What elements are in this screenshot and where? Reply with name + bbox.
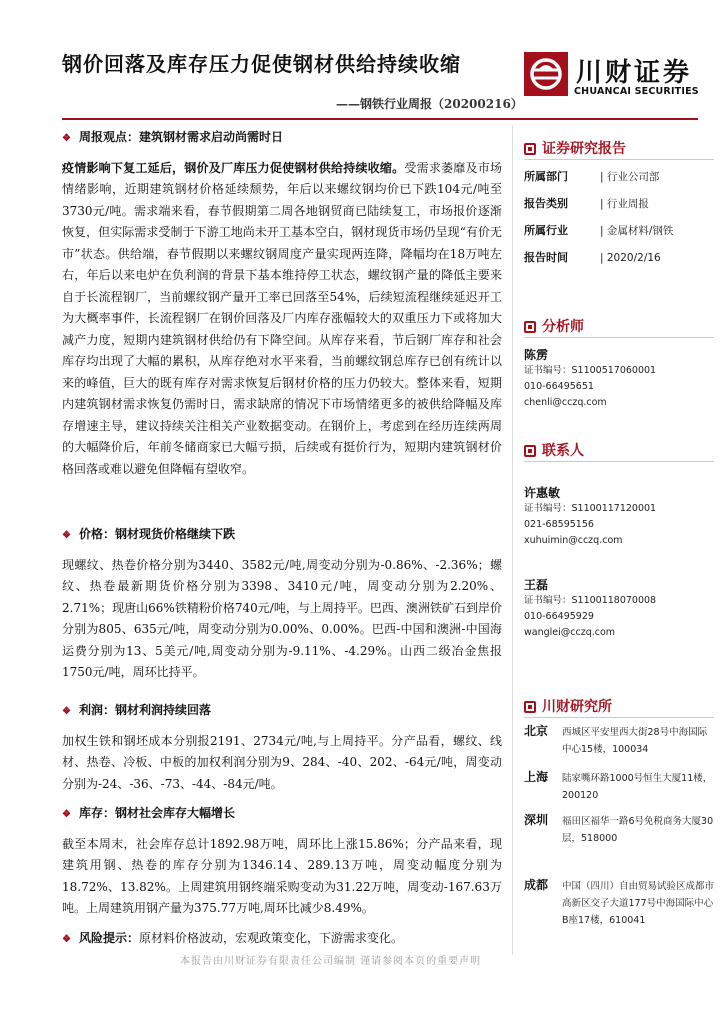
- section-inventory: [62, 803, 502, 920]
- office-city: 成都: [524, 878, 549, 892]
- section-marker-icon: [524, 445, 536, 457]
- contact-cert: 证书编号：S1100117120001: [524, 503, 657, 514]
- office-address: 陆家嘴环路1000号恒生大厦11楼，200120: [562, 773, 713, 801]
- analyst-cert: 证书编号：S1100517060001: [524, 365, 657, 376]
- section-outlook: [62, 127, 502, 480]
- section-marker-icon: [524, 143, 536, 155]
- analyst-phone: 010-66495651: [524, 381, 594, 392]
- logo-english: CHUANCAI SECURITIES: [574, 86, 699, 97]
- office-address: 西城区平安里西大街28号中海国际中心15楼，100034: [562, 727, 708, 755]
- report-subtitle: ——钢铁行业周报（20200216）: [336, 97, 523, 111]
- office-city: 上海: [524, 770, 549, 784]
- office-city: 深圳: [524, 813, 549, 827]
- analyst-email[interactable]: chenli@cczq.com: [524, 397, 607, 408]
- contact-phone: 010-66495929: [524, 611, 594, 622]
- section-heading: ❖ 利润：钢材利润持续回落: [62, 703, 211, 717]
- report-info-heading: 证券研究报告: [524, 138, 626, 158]
- contact-name: 王磊: [524, 578, 549, 592]
- section-marker-icon: [524, 321, 536, 333]
- section-heading: ❖ 周报观点：建筑钢材需求启动尚需时日: [62, 130, 283, 144]
- contact-name: 许惠敏: [524, 486, 561, 500]
- header-rule: [62, 118, 698, 120]
- info-report-type: 报告类别 | 行业周报: [524, 197, 649, 210]
- info-industry: 所属行业 | 金属材料/钢铁: [524, 224, 674, 237]
- contact-card: [524, 484, 656, 549]
- section-risk: [62, 928, 502, 951]
- info-department: 所属部门 | 行业公司部: [524, 170, 660, 183]
- section-paragraph: 现螺纹、热卷价格分别为3440、3582元/吨,周变动分别为-0.86%、-2.36%；螺纹、热卷最新期货价格分别为3398、3410元/吨，周变动分别为2.20%、2.71%；现唐山66%铁精粉价格740元/吨，与上周持平。巴西、澳洲铁矿石到岸价分别为805、635元/吨，周变动分别为0.00%、0.00%。巴西-中国和澳洲-中国海运费分别为13、5美元/吨,周变动分别为-9.11%、-4.29%。山西二级冶金焦报1750元/吨，周环比持平。: [62, 557, 502, 679]
- analyst-heading: 分析师: [524, 316, 584, 336]
- section-price: [62, 524, 502, 684]
- sidebar-rule: [524, 717, 714, 718]
- office-city: 北京: [524, 724, 549, 738]
- lead-sentence: 疫情影响下复工延后，钢价及厂库压力促使钢材供给持续收缩。: [62, 160, 405, 175]
- section-paragraph: 加权生铁和钢坯成本分别报2191、2734元/吨,与上周持平。分产品看，螺纹、线材、热卷、冷板、中板的加权利润分别为9、284、-40、202、-64元/吨，周变动分别为-24、-36、-73、-44、-84元/吨。: [62, 733, 502, 791]
- section-marker-icon: [524, 701, 536, 713]
- analyst-name: 陈雳: [524, 348, 549, 362]
- contact-cert: 证书编号：S1100118070008: [524, 595, 657, 606]
- company-logo: [520, 46, 698, 104]
- sidebar: [524, 138, 714, 948]
- analyst-card: [524, 346, 656, 411]
- section-heading: ❖ 价格：钢材现货价格继续下跌: [62, 527, 235, 541]
- section-paragraph: 疫情影响下复工延后，钢价及厂库压力促使钢材供给持续收缩。受需求萎靡及市场情绪影响，近期建筑钢材价格延续颓势，年后以来螺纹钢均价已下跌104元/吨至3730元/吨。需求端来看，春节假期第二周各地钢贸商已陆续复工，市场报价逐渐恢复，但实际需求受制于下游工地尚未开工基本空白，钢材现货市场仍呈现“有价无市”状态。供给端，春节假期以来螺纹钢周度产量实现两连降，降幅均在18万吨左右，年后以来电炉在负利润的背景下基本维持停工状态，螺纹钢产量的降低主要来自于长流程钢厂，当前螺纹钢产量开工率已回落至54%，后续短流程继续延迟开工为大概率事件，长流程钢厂在钢价回落及厂内库存涨幅较大的双重压力下或将加大减产力度，短期内建筑钢材供给仍有下降空间。从库存来看，节后钢厂库存和社会库存均出现了大幅的累积，从库存绝对水平来看，当前螺纹钢总库存已创有统计以来的峰值，巨大的既有库存对需求恢复后钢材价格的压力仍较大。整体来看，短期内建筑钢材需求恢复仍需时日，需求缺席的情况下市场情绪更多的被供给降幅及库存增速主导，建议持续关注相关产业数据变动。在钢价上，考虑到在经历连续两周的大幅降价后，年前冬储商家已大幅亏损，后续或有挺价行为，短期内建筑钢材价格回落或难以避免但降幅有望收窄。: [62, 160, 502, 476]
- logo-chinese: 川财证券: [576, 58, 693, 88]
- sidebar-rule: [524, 337, 714, 338]
- diamond-bullet-icon: ❖: [62, 530, 71, 541]
- contact-heading: 联系人: [524, 440, 584, 460]
- column-divider: [512, 125, 513, 955]
- office-address: 中国（四川）自由贸易试验区成都市高新区交子大道177号中海国际中心B座17楼，610041: [562, 881, 715, 926]
- diamond-bullet-icon: ❖: [62, 133, 71, 144]
- office-address: 福田区福华一路6号免税商务大厦30层，518000: [562, 816, 714, 844]
- sidebar-rule: [524, 159, 714, 160]
- contact-email[interactable]: xuhuimin@cczq.com: [524, 535, 623, 546]
- contact-card: [524, 576, 656, 641]
- sidebar-rule: [524, 461, 714, 462]
- section-heading: ❖ 风险提示：原材料价格波动，宏观政策变化，下游需求变化。: [62, 931, 403, 945]
- section-profit: [62, 700, 502, 795]
- section-heading: ❖ 库存：钢材社会库存大幅增长: [62, 806, 235, 820]
- section-paragraph: 截至本周末，社会库存总计1892.98万吨，周环比上涨15.86%；分产品来看，现建筑用钢、热卷的库存分别为1346.14、289.13万吨，周变动幅度分别为18.72%、13.82%。上周建筑用钢终端采购变动为31.22万吨，周变动-167.63万吨。上周建筑用钢产量为375.77万吨,周环比减少8.49%。: [62, 836, 502, 915]
- contact-email[interactable]: wanglei@cczq.com: [524, 627, 616, 638]
- contact-phone: 021-68595156: [524, 519, 594, 530]
- info-report-date: 报告时间 | 2020/2/16: [524, 251, 661, 264]
- diamond-bullet-icon: ❖: [62, 809, 71, 820]
- report-title: 钢价回落及库存压力促使钢材供给持续收缩: [62, 52, 461, 76]
- diamond-bullet-icon: ❖: [62, 706, 71, 717]
- diamond-bullet-icon: ❖: [62, 934, 71, 945]
- logo-mark-icon: [524, 52, 568, 96]
- page-footer: 本报告由川财证券有限责任公司编制 谨请参阅本页的重要声明: [180, 956, 482, 967]
- institute-heading: 川财研究所: [524, 696, 612, 716]
